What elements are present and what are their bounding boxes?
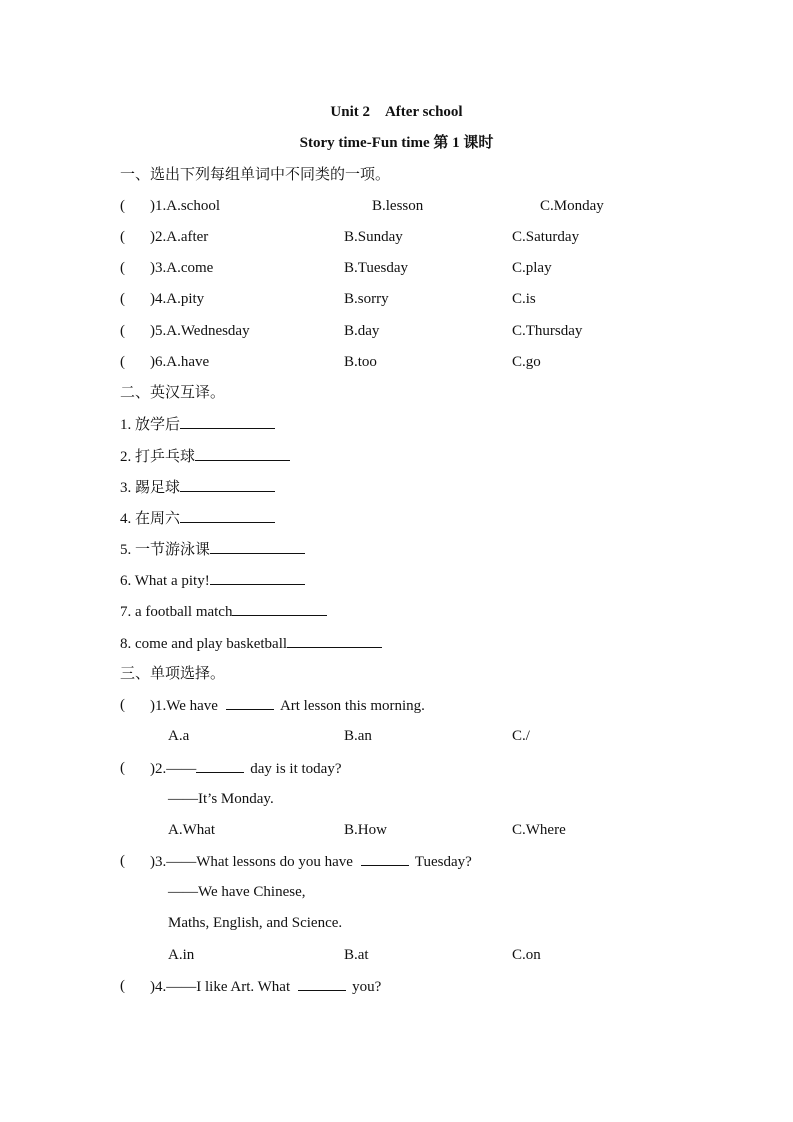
option-a: A.in <box>168 947 195 963</box>
answer-blank[interactable] <box>180 475 275 492</box>
choice-options-3 <box>0 943 793 967</box>
answer-blank[interactable] <box>361 849 409 866</box>
choice-question-3-line2: ——We have Chinese, <box>168 884 306 900</box>
section1-item-3: ( )3.A.come B.Tuesday C.play <box>0 256 793 280</box>
option-c: C.go <box>512 354 541 370</box>
section2-heading: 二、英汉互译。 <box>120 385 226 401</box>
answer-blank[interactable] <box>196 756 244 773</box>
section1-item-6: ( )6.A.have B.too C.go <box>0 350 793 374</box>
option-b: B.too <box>344 354 377 370</box>
section1-item-1: ( )1.A.school B.lesson C.Monday <box>0 194 793 218</box>
option-b: B.sorry <box>344 291 389 307</box>
option-c: C.Thursday <box>512 323 583 339</box>
answer-blank[interactable] <box>180 412 275 429</box>
answer-blank[interactable] <box>210 568 305 585</box>
option-a: A.What <box>168 822 216 838</box>
answer-blank[interactable] <box>287 631 382 648</box>
answer-blank[interactable] <box>298 974 346 991</box>
translation-item-8: 8. come and play basketball <box>0 631 793 655</box>
option-a: )3.A.come <box>150 260 214 276</box>
option-a: )6.A.have <box>150 354 210 370</box>
option-c: C.Saturday <box>512 229 580 245</box>
translation-item-2: 2. 打乒乓球 <box>0 444 793 468</box>
translation-item-5: 5. 一节游泳课 <box>0 537 793 561</box>
option-b: B.an <box>344 728 372 744</box>
option-a: )5.A.Wednesday <box>150 323 250 339</box>
choice-question-2: ( )2.—— day is it today? <box>0 756 793 780</box>
answer-blank[interactable] <box>232 599 327 616</box>
translation-item-7: 7. a football match <box>0 599 793 623</box>
answer-blank[interactable] <box>195 444 290 461</box>
choice-options-2 <box>0 818 793 842</box>
option-b: B.How <box>344 822 387 838</box>
option-a: )1.A.school <box>150 198 220 214</box>
option-c: C.is <box>512 291 536 307</box>
choice-question-4: ( )4.——I like Art. What you? <box>0 974 793 998</box>
section1-item-5: ( )5.A.Wednesday B.day C.Thursday <box>0 319 793 343</box>
choice-options-1 <box>0 724 793 748</box>
answer-blank[interactable] <box>210 537 305 554</box>
option-c: C.Where <box>512 822 566 838</box>
choice-question-3-line3: Maths, English, and Science. <box>168 915 343 931</box>
option-c: C.Monday <box>540 198 604 214</box>
choice-question-1: ( )1.We have Art lesson this morning. <box>0 693 793 717</box>
option-c: C.play <box>512 260 552 276</box>
option-a: )4.A.pity <box>150 291 205 307</box>
section1-item-4: ( )4.A.pity B.sorry C.is <box>0 287 793 311</box>
option-b: B.Sunday <box>344 229 403 245</box>
option-b: B.Tuesday <box>344 260 409 276</box>
page-title: Unit 2 After school <box>330 104 463 120</box>
option-b: B.at <box>344 947 369 963</box>
translation-item-4: 4. 在周六 <box>0 506 793 530</box>
option-a: )2.A.after <box>150 229 209 245</box>
option-b: B.lesson <box>372 198 424 214</box>
option-c: C./ <box>512 728 530 744</box>
answer-blank[interactable] <box>226 693 274 710</box>
section1-heading: 一、选出下列每组单词中不同类的一项。 <box>120 167 391 183</box>
section3-heading: 三、单项选择。 <box>120 666 226 682</box>
answer-blank[interactable] <box>180 506 275 523</box>
choice-question-2-line2: ——It’s Monday. <box>168 791 274 807</box>
choice-question-3: ( )3.——What lessons do you have Tuesday? <box>0 849 793 873</box>
option-b: B.day <box>344 323 380 339</box>
section1-item-2: ( )2.A.after B.Sunday C.Saturday <box>0 225 793 249</box>
page-subtitle: Story time-Fun time 第 1 课时 <box>299 135 494 151</box>
option-c: C.on <box>512 947 541 963</box>
translation-item-1: 1. 放学后 <box>0 412 793 436</box>
translation-item-6: 6. What a pity! <box>0 568 793 592</box>
translation-item-3: 3. 踢足球 <box>0 475 793 499</box>
option-a: A.a <box>168 728 190 744</box>
